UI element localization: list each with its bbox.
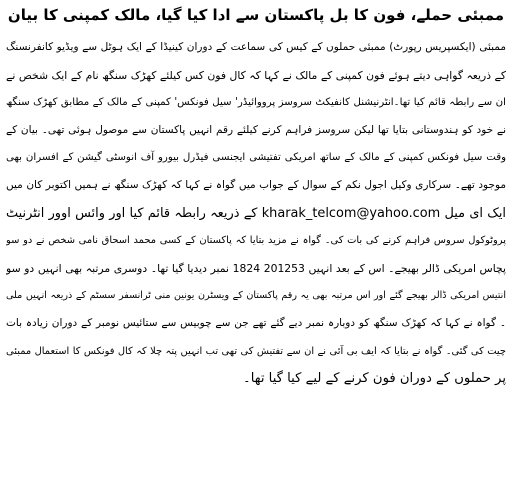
article-line: پچاس امریکی ڈالر بھیجے۔ اس کے بعد انہیں 201253 1824 نمبر دیدیا گیا تھا۔ دوسری مرتبہ بھی انہیں دو سو <box>6 261 506 275</box>
article-line: وقت سیل فونکس کمپنی کے مالک کے ساتھ امریکی تفتیشی ایجنسی فیڈرل بیورو آف انوسٹی گیشن کے افسران بھی <box>6 152 506 164</box>
article-line: چیت کی گئی۔ گواہ نے بتایا کہ ایف بی آئی نے ان سے تفتیش کی تھی تب انہیں پتہ چلا کہ کال فونکس کا استعمال ممبئی <box>6 345 506 357</box>
article-line: پر حملوں کے دوران فون کرنے کے لیے کیا گیا تھا۔ <box>243 371 506 387</box>
article-line: انتیس امریکی ڈالر بھیجے گئے اور اس مرتبہ بھی یہ رقم پاکستان کے ویسٹرن یونین منی ٹرانسفر سسٹم کے ذریعہ انہیں ملی <box>6 290 506 302</box>
article-line: ایک ای میل kharak_telcom@yahoo.com کے ذریعہ رابطہ قائم کیا اور وائس اوور انٹرنیٹ <box>6 205 506 221</box>
article-line: ۔ گواہ نے کہا کہ کھڑک سنگھ کو دوبارہ نمبر دیے گئے تھے جن سے چوبیس سے ستائیس نومبر کے دوران زیادہ بات <box>6 316 506 329</box>
headline: ممبئی حملے، فون کا بل پاکستان سے ادا کیا گیا، مالک کمپنی کا بیان <box>7 6 505 24</box>
article-line: پروٹوکول سروس فراہم کرنے کی بات کی۔ گواہ نے مزید بتایا کہ پاکستان کے کسی محمد اسحاق نامی شخص نے دو سو <box>6 235 506 247</box>
article-line: نے خود کو ہندوستانی بتایا تھا لیکن سروسز فراہم کرنے کیلئے رقم انہیں پاکستان سے موصول ہوئی تھی۔ بیان کے <box>6 123 506 136</box>
article-line: ممبئی (ایکسپریس رپورٹ) ممبئی حملوں کے کیس کی سماعت کے دوران کینیڈا کے ایک ہوٹل سے ویڈیو کانفرنسنگ <box>6 41 506 53</box>
article-body <box>6 34 506 393</box>
article-line: موجود تھے۔ سرکاری وکیل اجول نکم کے سوال کے جواب میں گواہ نے کہا کہ کھڑک سنگھ نے ہمیں اکتوبر کان میں <box>6 178 506 191</box>
article-line: ان سے رابطہ قائم کیا تھا۔انٹرنیشنل کانفیکٹ سروسز پرووائیڈر' سیل فونکس' کمپنی کے مالک کے مطابق کھڑک سنگھ <box>6 97 506 109</box>
article-line: کے ذریعہ گواہی دیتے ہوئے فون کمپنی کے مالک نے کہا کہ کال فون کس کیلئے کھڑک سنگھ نام کے ایک شخص نے <box>6 68 506 82</box>
